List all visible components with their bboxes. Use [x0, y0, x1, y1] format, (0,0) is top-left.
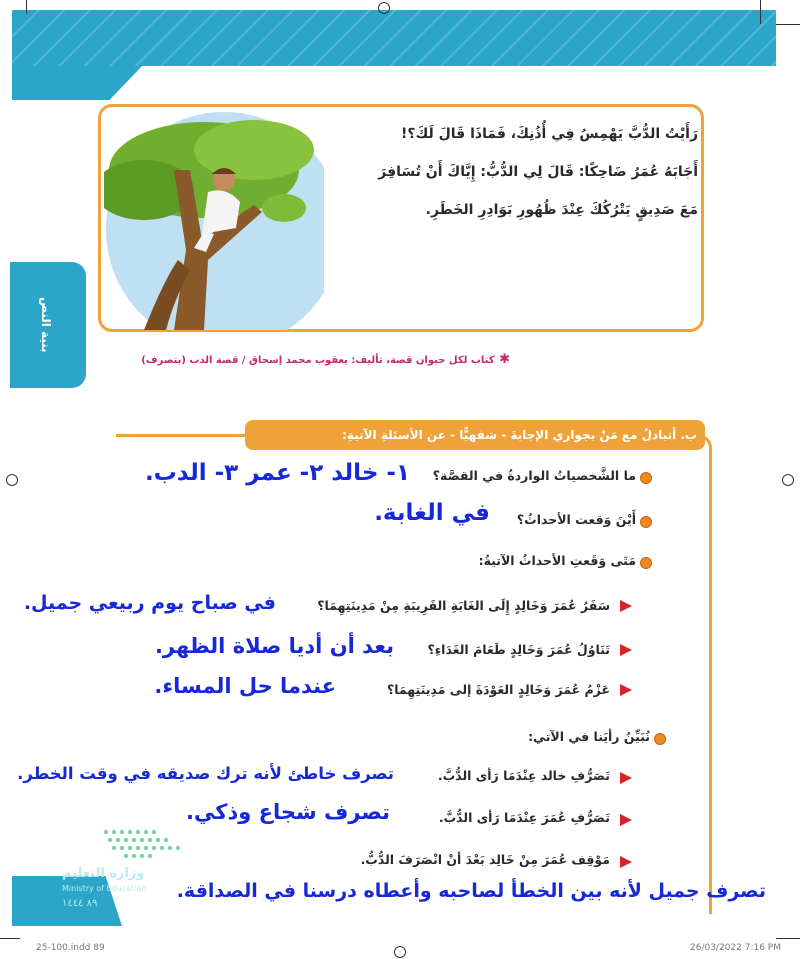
bullet-dot-icon — [640, 472, 652, 484]
question-opinion: نُبَيِّنُ رأيَنا في الآتي: — [528, 729, 650, 744]
crop-mark — [776, 24, 800, 25]
bullet-arrow-icon — [620, 644, 632, 656]
page-number-year: ٨٩ ١٤٤٤ — [62, 898, 98, 909]
story-line-2: أَجَابَهُ عُمَرُ ضَاحِكًا: قَالَ لِي الدُّبُّ: إِيَّاكَ أَنْ تُسَافِرَ — [378, 164, 698, 180]
header-pattern — [12, 10, 776, 66]
answer-omar-behavior: تصرف شجاع وذكي. — [186, 800, 390, 824]
bullet-arrow-icon — [620, 814, 632, 826]
registration-mark-icon — [6, 474, 18, 486]
answer-lunch-time: بعد أن أديا صلاة الظهر. — [154, 634, 394, 658]
bullet-arrow-icon — [620, 600, 632, 612]
question-omar-behavior: تَصَرُّفِ عُمَرَ عِنْدَمَا رَأى الدُّبَّ. — [438, 810, 610, 825]
story-line-3: مَعَ صَدِيقٍ يَتْرُكُكَ عِنْدَ ظُهُورِ بَوَادِرِ الخَطَرِ. — [425, 202, 698, 218]
registration-mark-icon — [782, 474, 794, 486]
asterisk-icon: ✱ — [494, 352, 510, 367]
bullet-dot-icon — [654, 733, 666, 745]
questions-header: ب. أتبادلُ مع مَنْ بجواري الإجابةَ - شفهيًّا - عن الأسئلةِ الآتيةِ: — [245, 420, 705, 450]
ministry-logo-icon — [100, 824, 194, 864]
ministry-name-ar: وزارة التعليم — [62, 866, 145, 881]
question-lunch-time: تَنَاوُلُ عُمَرَ وَخَالِدٍ طَعَامَ الغَدَاءِ؟ — [427, 642, 610, 657]
source-citation — [100, 352, 510, 367]
crop-mark — [776, 938, 800, 939]
answer-return-time: عندما حل المساء. — [154, 674, 336, 698]
question-return-time: عَزْمُ عُمَرَ وَخَالِدٍ العَوْدَةَ إلى مَدِينَتِهِمَا؟ — [386, 682, 610, 697]
registration-mark-icon — [394, 946, 406, 958]
question-place: أَيْنَ وَقعت الأحداثُ؟ — [516, 512, 636, 527]
question-omar-stance: مَوْقِف عُمَرَ مِنْ خَالِد بَعْدَ أنْ انْصَرَفَ الدُّبُّ. — [360, 852, 610, 867]
answer-travel-time: في صباح يوم ربيعي جميل. — [23, 592, 276, 614]
answer-place: في الغابة. — [374, 500, 490, 526]
answer-omar-stance: تصرف جميل لأنه بين الخطأ لصاحبه وأعطاه درسنا في الصداقة. — [176, 880, 766, 902]
print-footer-date: 26/03/2022 7:16 PM — [690, 943, 781, 953]
bullet-arrow-icon — [620, 684, 632, 696]
bullet-dot-icon — [640, 516, 652, 528]
ministry-name-en: Ministry of Education — [62, 884, 147, 893]
answer-khaled-behavior: تصرف خاطئ لأنه ترك صديقه في وقت الخطر. — [17, 764, 394, 783]
side-tab-label: بنية النص — [39, 297, 53, 353]
answer-characters: ١- خالد ٢- عمر ٣- الدب. — [144, 460, 410, 486]
bear-tree-illustration — [104, 110, 324, 330]
crop-mark — [0, 938, 20, 939]
crop-mark — [760, 0, 761, 24]
bullet-arrow-icon — [620, 856, 632, 868]
question-travel-time: سَفَرُ عُمَرَ وَخَالِدٍ إِلَى الغَابَةِ القَرِيبَةِ مِنْ مَدِينَتِهِمَا؟ — [317, 598, 610, 613]
registration-mark-icon — [378, 2, 390, 14]
question-characters: ما الشَّخصياتُ الواردةُ في القصَّة؟ — [432, 468, 636, 483]
bullet-arrow-icon — [620, 772, 632, 784]
source-text: كتاب لكل حيوان قصة، تأليف: يعقوب محمد إسحاق / قصة الدب (بتصرف) — [141, 355, 495, 366]
question-time: مَتَى وَقَعتِ الأحداثُ الآتيةُ: — [478, 553, 636, 568]
print-footer-file: 25-100.indd 89 — [36, 943, 105, 953]
bullet-dot-icon — [640, 557, 652, 569]
question-khaled-behavior: تَصَرُّفِ خالد عِنْدَمَا رَأى الدُّبَّ. — [437, 768, 610, 783]
story-line-1: رَأَيْتُ الدُّبَّ يَهْمِسُ فِي أُذُنِكَ، فَمَاذَا قَالَ لَكَ؟! — [400, 126, 698, 142]
crop-mark — [26, 0, 27, 14]
header-strip — [12, 66, 142, 100]
